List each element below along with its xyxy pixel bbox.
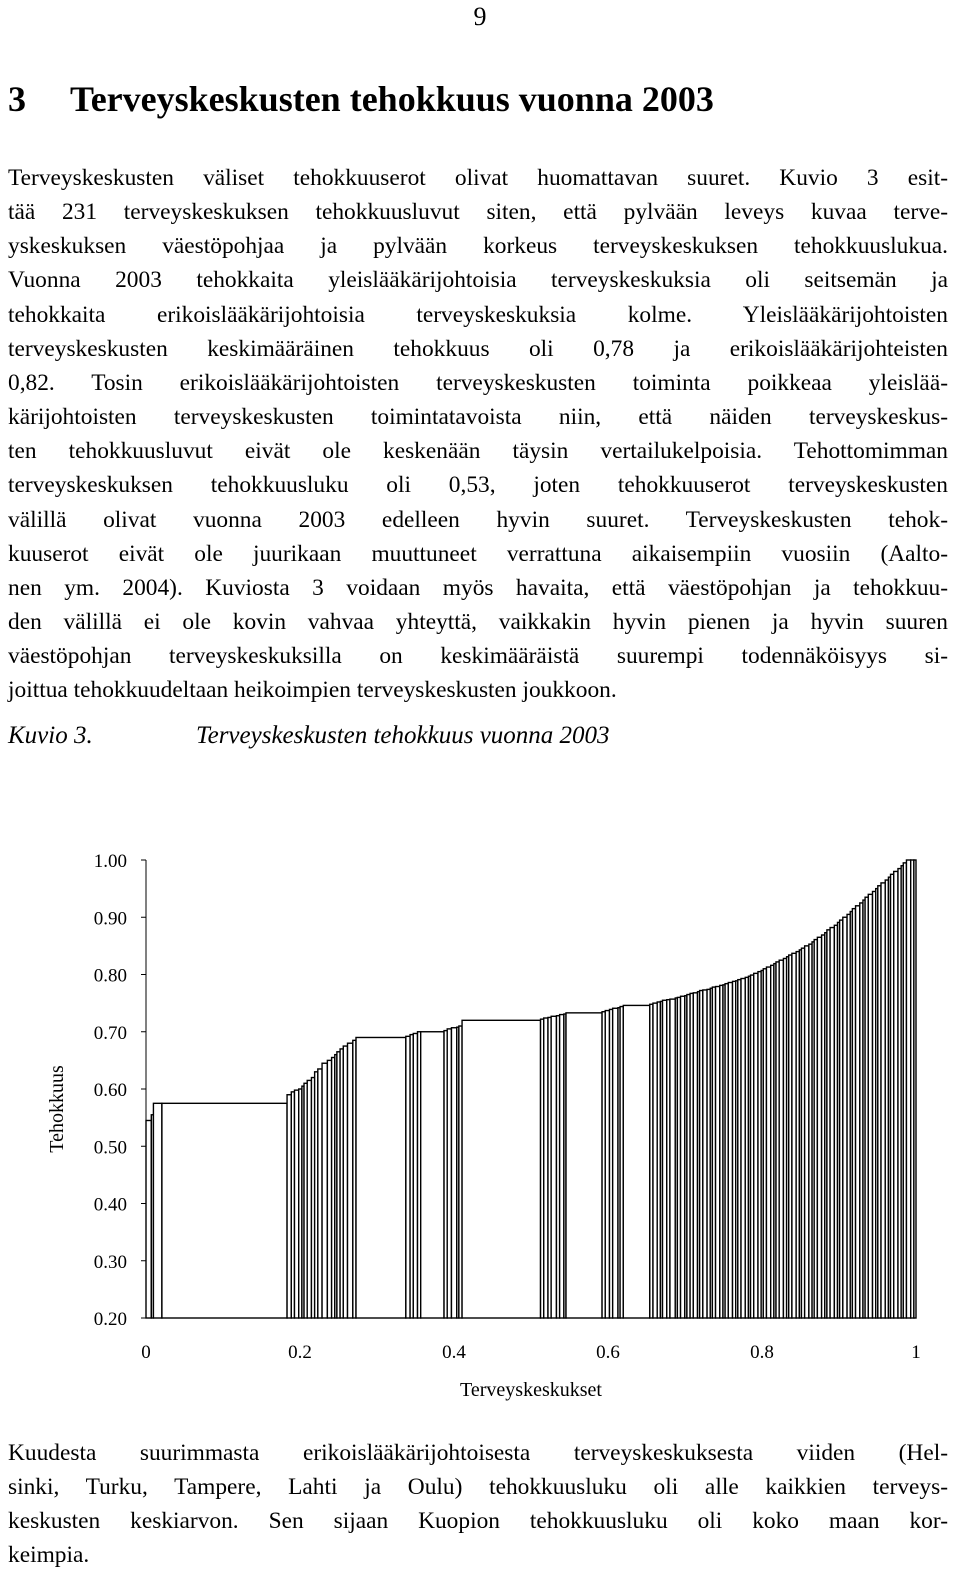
bar xyxy=(451,1028,456,1318)
paragraph-line: tää 231 terveyskeskuksen tehokkuusluvut siten, että pylvään leveys kuvaa terve- xyxy=(8,199,948,226)
x-tick-label: 0.8 xyxy=(750,1342,774,1363)
x-tick-label: 0.4 xyxy=(442,1342,466,1363)
x-tick-label: 0.6 xyxy=(596,1342,620,1363)
bar xyxy=(421,1032,444,1318)
paragraph-line: ten tehokkuusluvut eivät ole keskenään täysin vertailukelpoisia. Tehottomimman xyxy=(8,438,948,465)
figure-title: Terveyskeskusten tehokkuus vuonna 2003 xyxy=(196,722,610,749)
efficiency-chart xyxy=(0,840,960,1420)
bar xyxy=(356,1037,406,1318)
paragraph-line: väestöpohjan terveyskeskuksilla on keskimääräistä suurempi todennäköisyys si- xyxy=(8,643,948,670)
paragraph-line: den välillä ei ole kovin vahvaa yhteyttä, vaikkakin hyvin pienen ja hyvin suuren xyxy=(8,609,948,636)
x-tick-label: 0 xyxy=(141,1342,151,1363)
y-tick-labels xyxy=(94,851,127,1330)
y-tick-label: 0.30 xyxy=(93,1251,127,1273)
body-paragraph-1 xyxy=(8,161,948,708)
paragraph-line: tehokkaita erikoislääkärijohtoisia terveyskeskuksia kolme. Yleislääkärijohtoisten xyxy=(8,301,948,328)
bar xyxy=(322,1063,327,1318)
page-number: 9 xyxy=(473,2,487,31)
paragraph-line: Terveyskeskusten väliset tehokkuuserot olivat huomattavan suuret. Kuvio 3 esit- xyxy=(8,165,948,191)
bar xyxy=(162,1103,287,1318)
bar xyxy=(670,999,675,1318)
y-tick-label: 1.00 xyxy=(93,851,127,872)
bar xyxy=(462,1020,540,1318)
paragraph-line: Kuudesta suurimmasta erikoislääkärijohtoisesta terveyskeskuksesta viiden (Hel- xyxy=(8,1440,948,1466)
bar xyxy=(623,1005,650,1318)
y-tick-label: 0.60 xyxy=(93,1080,127,1101)
x-tick-label: 0.2 xyxy=(288,1342,312,1363)
body-paragraph-2 xyxy=(8,1436,948,1573)
paragraph-line: välillä olivat vuonna 2003 edelleen hyvin suuret. Terveyskeskusten tehok- xyxy=(8,506,948,533)
paragraph-line: nen ym. 2004). Kuviosta 3 voidaan myös havaita, että väestöpohjan ja tehokkuu- xyxy=(8,574,948,601)
paragraph-line: keimpia. xyxy=(8,1542,90,1569)
paragraph-line: yskeskuksen väestöpohjaa ja pylvään korkeus terveyskeskuksen tehokkuuslukua. xyxy=(8,233,948,260)
y-tick-label: 0.90 xyxy=(93,908,127,930)
bar xyxy=(566,1013,602,1318)
y-tick-label: 0.80 xyxy=(93,965,127,987)
paragraph-line: terveyskeskusten keskimääräinen tehokkuus oli 0,78 ja erikoislääkärijohteisten xyxy=(8,335,948,362)
bar xyxy=(146,1120,151,1318)
paragraph-line: kuuserot eivät ole juurikaan muuttuneet verrattuna aikaisempiin vuosiin (Aalto- xyxy=(8,540,948,567)
x-tick-labels xyxy=(141,1342,921,1363)
bar xyxy=(348,1043,353,1318)
section-title: Terveyskeskusten tehokkuus vuonna 2003 xyxy=(70,79,714,119)
y-tick-marks xyxy=(141,860,146,1318)
section-number: 3 xyxy=(8,79,26,119)
x-axis-label: Terveyskeskukset xyxy=(460,1379,602,1401)
y-tick-label: 0.40 xyxy=(93,1194,127,1216)
y-axis-label: Tehokkuus xyxy=(46,1065,68,1153)
paragraph-line: keskusten keskiarvon. Sen sijaan Kuopion tehokkuusluku oli koko maan kor- xyxy=(8,1508,948,1535)
paragraph-line: kärijohtoisten terveyskeskusten toimintatavoista niin, että näiden terveyskeskus- xyxy=(8,404,948,431)
y-tick-label: 0.70 xyxy=(93,1022,127,1044)
bar xyxy=(613,1008,618,1318)
bar xyxy=(153,1103,161,1318)
paragraph-line: sinki, Turku, Tampere, Lahti ja Oulu) tehokkuusluku oli alle kaikkien terveys- xyxy=(8,1474,948,1501)
paragraph-line: Vuonna 2003 tehokkaita yleislääkärijohtoisia terveyskeskuksia oli seitsemän ja xyxy=(8,267,948,294)
x-tick-label: 1 xyxy=(911,1342,921,1363)
paragraph-line: joittua tehokkuudeltaan heikoimpien terveyskeskusten joukkoon. xyxy=(8,677,617,704)
figure-label: Kuvio 3. xyxy=(8,722,93,749)
paragraph-line: 0,82. Tosin erikoislääkärijohtoisten terveyskeskusten toiminta poikkeaa yleislää- xyxy=(8,369,948,396)
y-tick-label: 0.50 xyxy=(93,1137,127,1159)
figure-caption xyxy=(8,722,610,750)
bar xyxy=(914,860,916,1318)
section-heading xyxy=(8,78,714,120)
paragraph-line: terveyskeskuksen tehokkuusluku oli 0,53, joten tehokkuuserot terveyskeskusten xyxy=(8,472,948,499)
bar xyxy=(551,1016,556,1318)
bars-group xyxy=(146,860,916,1318)
y-tick-label: 0.20 xyxy=(93,1309,127,1330)
